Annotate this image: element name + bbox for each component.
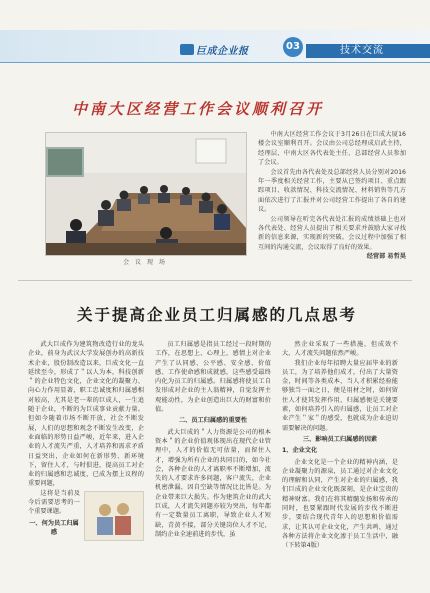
article1-title: 中南大区经营工作会议顺利召开	[72, 100, 325, 118]
meeting-photo	[45, 132, 247, 256]
article1-paragraph: 公司领导在听完各代表处汇报的成绩基础上也对各代表处、经营人员提出了相关要求并鼓励大家寻找新的信息来源，实现新的突破。会议过程中加强了相互间的沟通交流，会议取得了良好的效果。	[258, 215, 406, 251]
logo-icon	[180, 44, 194, 55]
illustration-image	[84, 491, 144, 541]
article2-title: 关于提高企业员工归属感的几点思考	[76, 305, 357, 324]
article1-paragraph: 会议首先由各代表处及总部经营人员分别对2016年一季度相关经营工作，主要从已签约项目、重点跟踪项目、收款情况、科技交流情况、材料销售等几方面依次进行了汇报并对公司经营工作提出了各自的建议。	[258, 168, 406, 214]
article2-paragraph: 我们企业每年招聘大量应届毕业的新员工，为了培养他们成才，付出了大量资金，时间等各类成本，当人才积累经验能够独当一面之日，便是用材之时，如何留住人才使其发挥作用，归属感便是关键要素，如何培养引入的归属感，让员工对企业产生＂家＂的感受，也就成为企业迫切需要解决的问题。	[282, 359, 398, 432]
section-heading-2: 二、员工归属感的重要性	[178, 417, 248, 425]
section-tag: 技术交流	[306, 44, 430, 58]
article2-paragraph: 武大巨成的＂人力资源是公司的根本资本＂的企业价值观体现出在现代企业管理中，人才的价值无可估量，而留住人才，增强为所有企业的共同目的，如今社会，各种企业的人才离职率不断增加，流失的人才要求许多问题，客户流失，企业机密泄漏，因自空缺等情况比比皆是。为企业带来巨大损失。作为建筑企业的武大巨成，人才流失问题亦较为突出，每年都有一定数量员工离职，导致企业人才短缺，青黄不接，部分关键岗位人才不足，制约企业全速前进的步伐，虽	[155, 428, 271, 538]
article2-column-3	[282, 340, 398, 551]
article2-paragraph: 企业文化是一个企业的精神内涵，是企业凝聚力的源泉，员工通过对企业文化的理解和认同，产生对企业的归属感，我们巨成的企业文化既深刻，是企业宝贵的精神财富。我们在将其精髓发扬和传承的同时，也要紧跟时代发展的步伐不断进步，要结合现代青年人的思想和价值需求，让其认可企业文化，产生共鸣，通过各种方法将企业文化渗于员工生活中，融（下转第4版）	[282, 458, 398, 550]
photo-caption: 会 议 现 场	[123, 259, 167, 266]
article1-byline: 经营部 易哲昊	[366, 253, 406, 261]
section-heading-3: 三、影响员工归属感的因素	[302, 435, 378, 443]
article2-column-2	[155, 340, 271, 539]
article2-column-1	[28, 340, 144, 543]
article2-paragraph: 员工归属感是指员工经过一段时期的工作，在思想上、心理上，感情上对企业产生了认同感、公平感、安全感、价值感、工作使命感和成就感，这些感受最终内化为员工的归属感。归属感将使员工自发形成对企业的主人翁精神，自觉发挥主观能动性，为企业创造出巨大的财富和价值。	[155, 341, 271, 414]
article1-body	[258, 130, 406, 262]
article2-paragraph: 然企业采取了一些措施，但成效不大，人才流失问题依然严峻。	[282, 341, 398, 358]
article1-paragraph: 中南大区经营工作会议于3月26日在巨成大厦16楼会议室顺利召开。会议由公司总经理成启武主持，经理层、中南大区各代表处主任、总部经营人员参加了会议。	[258, 131, 406, 167]
subsection-heading: 1、企业文化	[282, 447, 318, 455]
page-number-badge: 03	[283, 37, 303, 57]
header-rule	[0, 62, 430, 63]
newsletter-logo: 巨成企业报	[196, 46, 249, 57]
article2-paragraph: 武大巨成作为建筑物改造行业的龙头企业，前身为武汉大学发展创办的高新技术企业，股份制改造以来，巨成文化一直延续至今，形成了＂以人为本，科技创新＂的企业特色文化，企业文化的凝聚力、向心力作用显著，职工忠诚度和归属感相对较高，尤其是老一辈的巨成人，一生追随于企业，不断的为巨成事业贡献力量。但如今随着市场不断开放，社会不断发展，人们的思想和观念不断发生改变，企业面临的形势日益严峻，近年来，进入企业的人才流失严重，人才培养和需求矛盾日益突出，企业如何在新形势、新环境下，留住人才，与时俱进，提高员工对企业的归属感和忠诚度，已成为摆上议程的重要问题，	[28, 341, 144, 488]
article2-paragraph-tail: 这将是当前及今后需要思考的一个重要课题。	[28, 489, 80, 516]
article-divider	[18, 280, 412, 281]
section-heading-1: 一、何为员工归属感	[29, 519, 79, 536]
